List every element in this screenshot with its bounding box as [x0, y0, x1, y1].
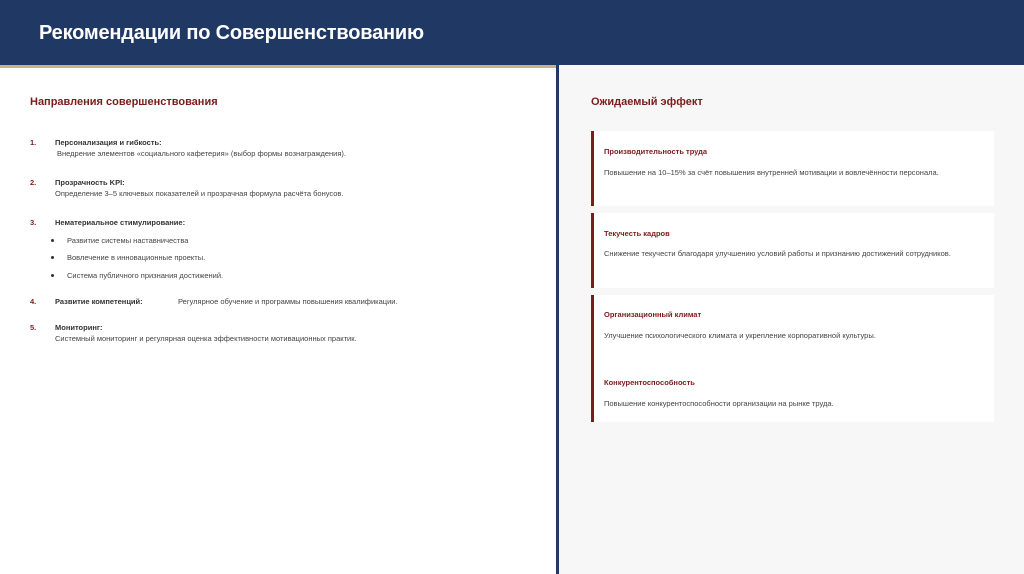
item-description: Регулярное обучение и программы повышения квалификации.	[178, 297, 398, 306]
item-heading: Развитие компетенций:	[55, 297, 143, 306]
item-heading: Мониторинг:	[55, 323, 103, 332]
effect-card-climate-competitiveness	[591, 295, 994, 422]
card-description: Снижение текучести благодаря улучшению условий работы и признанию достижений сотрудников.	[604, 249, 951, 258]
item-number: 3.	[30, 218, 37, 227]
card-title: Производительность труда	[604, 147, 708, 156]
item-number: 5.	[30, 323, 37, 332]
item-heading: Прозрачность KPI:	[55, 178, 125, 187]
card-title: Организационный климат	[604, 310, 702, 319]
bullet-text: Вовлечение в инновационные проекты.	[67, 253, 206, 262]
slide-header	[0, 0, 1024, 65]
bullet-dot	[51, 239, 54, 242]
item-description: Внедрение элементов «социального кафетерия» (выбор формы вознаграждения).	[57, 149, 346, 158]
bullet-dot	[51, 256, 54, 259]
card-description: Повышение конкурентоспособности организации на рынке труда.	[604, 399, 834, 408]
improvement-directions-title: Направления совершенствования	[30, 96, 218, 108]
bullet-dot	[51, 274, 54, 277]
item-number: 2.	[30, 178, 37, 187]
item-number: 1.	[30, 138, 37, 147]
card-description: Улучшение психологического климата и укрепление корпоративной культуры.	[604, 331, 876, 340]
slide-title: Рекомендации по Совершенствованию	[39, 22, 424, 44]
effect-card-productivity	[591, 131, 994, 206]
bullet-text: Развитие системы наставничества	[67, 236, 189, 245]
item-description: Определение 3–5 ключевых показателей и прозрачная формула расчёта бонусов.	[55, 189, 344, 198]
item-number: 4.	[30, 297, 37, 306]
effect-card-turnover	[591, 213, 994, 288]
card-description: Повышение на 10–15% за счёт повышения внутренней мотивации и вовлечённости персонала.	[604, 168, 939, 177]
item-heading: Нематериальное стимулирование:	[55, 218, 186, 227]
bullet-text: Система публичного признания достижений.	[67, 271, 224, 280]
item-heading: Персонализация и гибкость:	[55, 138, 162, 147]
expected-effect-title: Ожидаемый эффект	[591, 96, 703, 108]
card-title: Конкурентоспособность	[604, 378, 695, 387]
item-description: Системный мониторинг и регулярная оценка эффективности мотивационных практик.	[55, 334, 357, 343]
card-title: Текучесть кадров	[604, 229, 670, 238]
